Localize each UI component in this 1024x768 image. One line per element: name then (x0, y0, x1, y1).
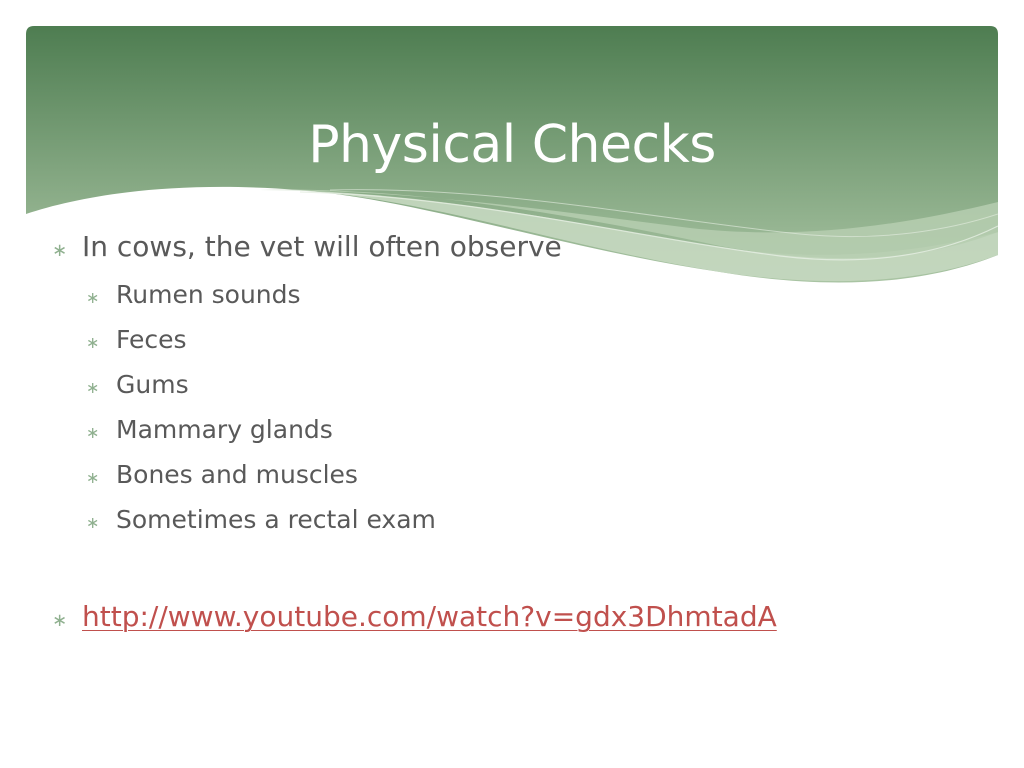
sub-bullet (86, 325, 187, 354)
bullet-asterisk-icon: ∗ (86, 468, 100, 487)
main-bullet-text: In cows, the vet will often observe (82, 230, 562, 263)
bullet-asterisk-icon: ∗ (86, 333, 100, 352)
bullet-asterisk-icon: ∗ (52, 240, 68, 261)
sub-bullet (86, 415, 333, 444)
youtube-link[interactable]: http://www.youtube.com/watch?v=gdx3DhmtadA (82, 600, 777, 633)
sub-bullet-text: Rumen sounds (116, 280, 301, 309)
main-bullet (52, 230, 562, 263)
sub-bullet (86, 280, 301, 309)
sub-bullet (86, 505, 436, 534)
bullet-asterisk-icon: ∗ (86, 378, 100, 397)
bullet-asterisk-icon: ∗ (52, 610, 68, 631)
link-bullet (52, 600, 777, 633)
slide-title: Physical Checks (308, 114, 716, 175)
sub-bullet-text: Mammary glands (116, 415, 333, 444)
sub-bullet-text: Sometimes a rectal exam (116, 505, 436, 534)
bullet-asterisk-icon: ∗ (86, 288, 100, 307)
bullet-asterisk-icon: ∗ (86, 423, 100, 442)
sub-bullet (86, 370, 189, 399)
sub-bullet (86, 460, 358, 489)
sub-bullet-text: Gums (116, 370, 189, 399)
bullet-asterisk-icon: ∗ (86, 513, 100, 532)
sub-bullet-text: Feces (116, 325, 187, 354)
sub-bullet-text: Bones and muscles (116, 460, 358, 489)
